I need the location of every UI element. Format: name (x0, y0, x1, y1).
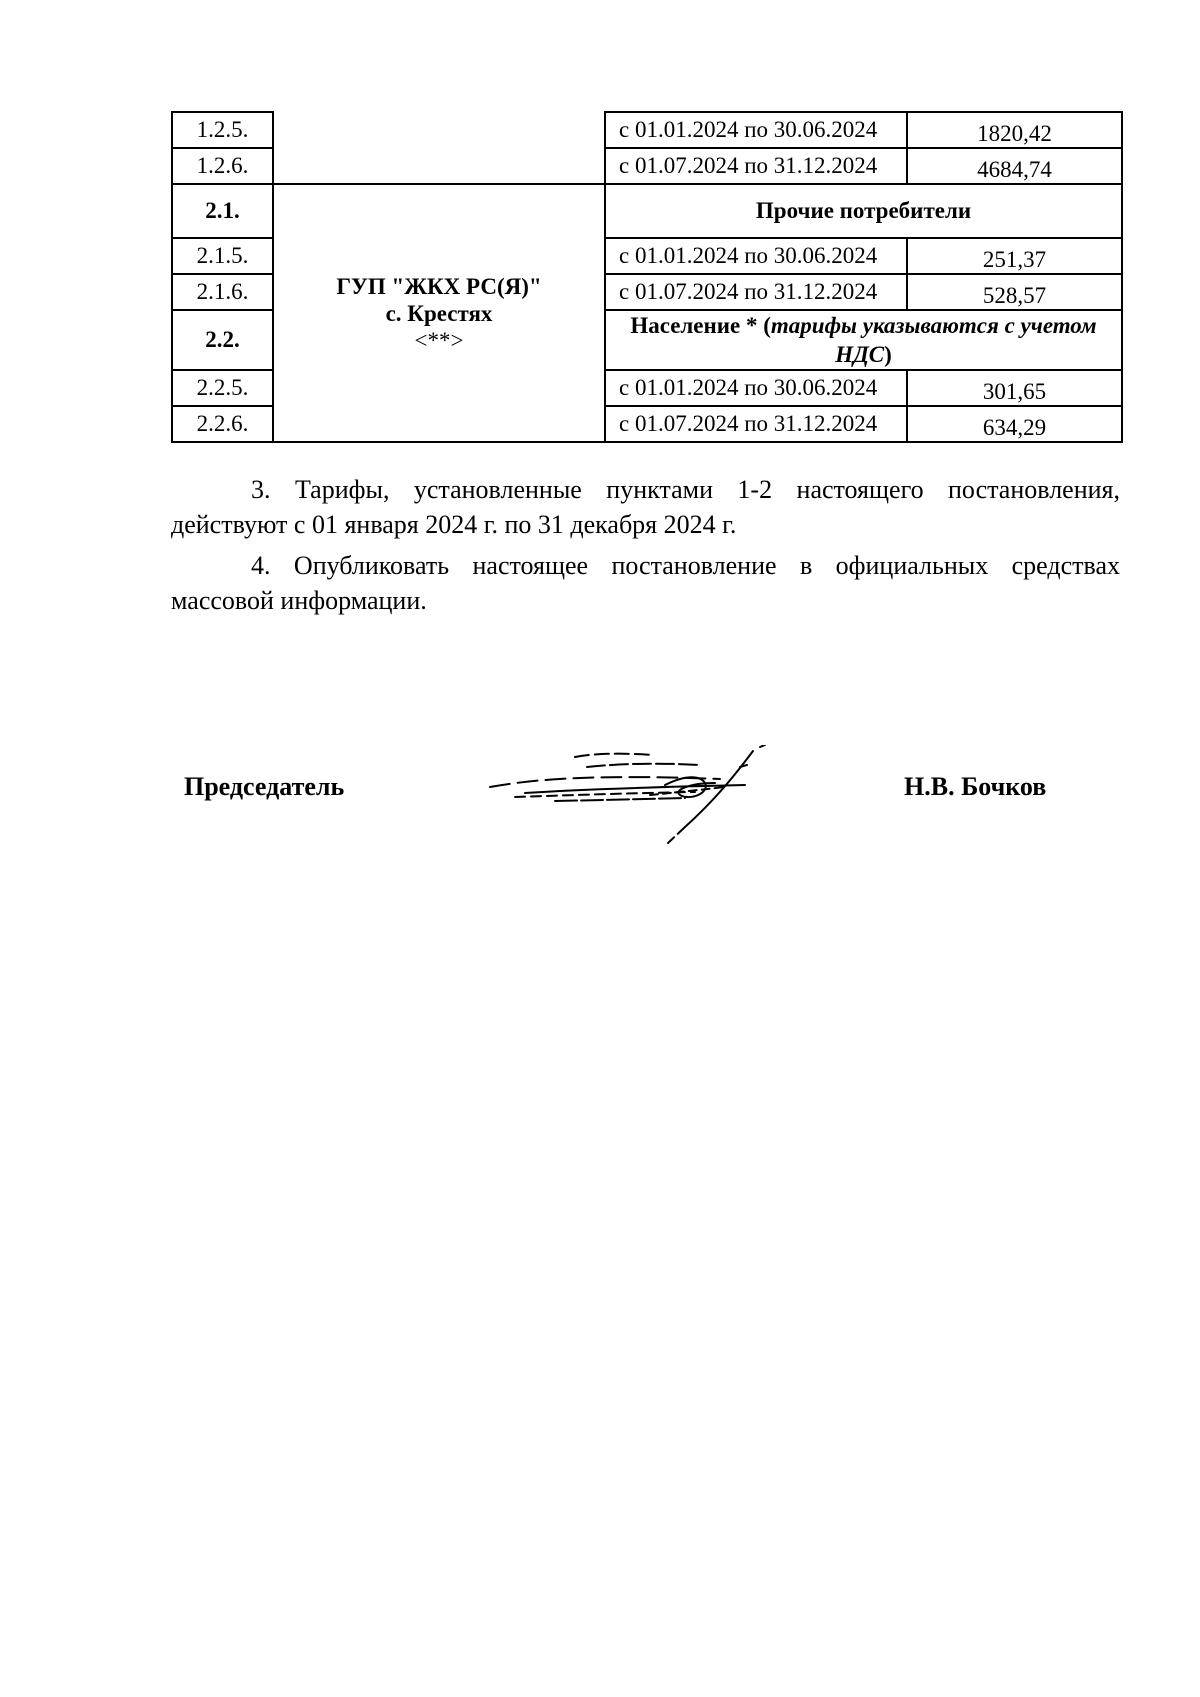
price-cell: 4684,74 (907, 148, 1122, 184)
group-header-row (172, 184, 1122, 238)
price-cell: 251,37 (907, 238, 1122, 274)
row-number: 2.1.5. (172, 238, 273, 274)
organization-cell (273, 184, 605, 442)
period-cell: с 01.07.2024 по 31.12.2024 (605, 274, 907, 310)
signatory-title: Председатель (184, 772, 345, 801)
organization-place: с. Крестях (385, 300, 493, 326)
group-title-note: тарифы указываются с учетом НДС (770, 313, 1097, 367)
price-cell: 301,65 (907, 370, 1122, 406)
group-title-end: ) (884, 342, 892, 367)
period-cell: с 01.01.2024 по 30.06.2024 (605, 238, 907, 274)
period-cell: с 01.07.2024 по 31.12.2024 (605, 148, 907, 184)
row-number: 2.2.6. (172, 406, 273, 442)
row-number: 1.2.5. (172, 112, 273, 148)
empty-org-cell (273, 112, 605, 184)
tariff-table (171, 111, 1123, 443)
organization-name: ГУП "ЖКХ РС(Я)" (336, 273, 542, 299)
period-cell: с 01.01.2024 по 30.06.2024 (605, 370, 907, 406)
group-title-start: Население * ( (630, 313, 771, 338)
group-title: Прочие потребители (605, 184, 1122, 238)
organization-mark: <**> (414, 327, 464, 353)
group-title (605, 310, 1122, 370)
period-cell: с 01.07.2024 по 31.12.2024 (605, 406, 907, 442)
table-row (172, 112, 1122, 148)
period-cell: с 01.01.2024 по 30.06.2024 (605, 112, 907, 148)
price-cell: 1820,42 (907, 112, 1122, 148)
handwritten-signature (485, 745, 795, 845)
paragraph-4: 4. Опубликовать настоящее постановление в официальных средствах массовой информации. (171, 551, 1120, 615)
signatory-name: Н.В. Бочков (904, 772, 1047, 801)
paragraph-3: 3. Тарифы, установленные пунктами 1-2 настоящего постановления, действуют с 01 января 2024 г. по 31 декабря 2024 г. (171, 475, 1120, 539)
row-number: 2.1.6. (172, 274, 273, 310)
group-number: 2.2. (172, 310, 273, 370)
price-cell: 528,57 (907, 274, 1122, 310)
group-number: 2.1. (172, 184, 273, 238)
row-number: 1.2.6. (172, 148, 273, 184)
row-number: 2.2.5. (172, 370, 273, 406)
price-cell: 634,29 (907, 406, 1122, 442)
